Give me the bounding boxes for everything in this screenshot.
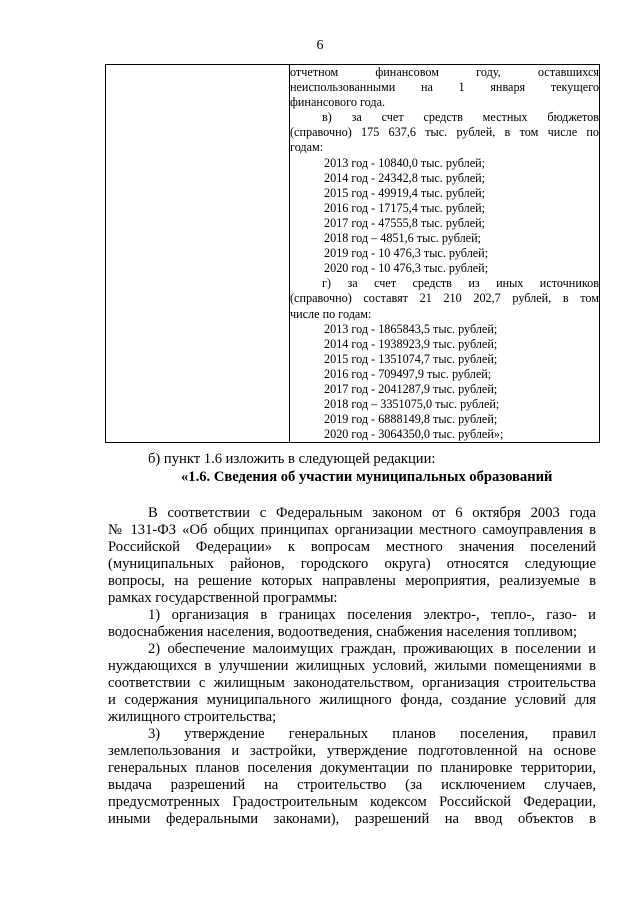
- table-text-line: 2018 год – 3351075,0 тыс. рублей;: [324, 397, 500, 412]
- body-text-line: соответствии с жилищным законодательством, организация строительства: [108, 675, 596, 691]
- table-text-line: 2016 год - 17175,4 тыс. рублей;: [324, 200, 486, 215]
- table-text-line: 2020 год - 10 476,3 тыс. рублей;: [324, 261, 489, 276]
- body-text-line: и содержания муниципального жилищного фонда, создание условий для: [108, 692, 596, 708]
- body-text-line: предусмотренных Градостроительным кодексом Российской Федерации,: [108, 794, 596, 810]
- table-text-line: 2019 год - 6888149,8 тыс. рублей;: [324, 412, 498, 427]
- amendment-block: [108, 451, 596, 486]
- body-text-line: 3) утверждение генеральных планов поселения, правил: [148, 726, 596, 742]
- table-text-line: 2020 год - 3064350,0 тыс. рублей»;: [324, 427, 504, 442]
- table-text-line: неиспользованными на 1 января текущего: [290, 80, 599, 95]
- table-text-line: 2013 год - 1865843,5 тыс. рублей;: [324, 321, 498, 336]
- body-text-line: рамках государственной программы:: [108, 590, 338, 606]
- table-text-line: 2015 год - 1351074,7 тыс. рублей;: [324, 351, 498, 366]
- page-number: 6: [316, 38, 324, 53]
- table-text-line: 2013 год - 10840,0 тыс. рублей;: [324, 155, 486, 170]
- table-text-line: 2014 год - 1938923,9 тыс. рублей;: [324, 336, 498, 351]
- section-heading: «1.6. Сведения об участии муниципальных образований: [181, 469, 553, 485]
- table-text-line: отчетном финансовом году, оставшихся: [290, 65, 599, 79]
- body-text-line: иными федеральными законами), разрешений на ввод объектов в: [108, 811, 596, 827]
- table-text-line: 2019 год - 10 476,3 тыс. рублей;: [324, 246, 489, 261]
- table-text-line: годам:: [290, 140, 324, 155]
- table-text-line: 2014 год - 24342,8 тыс. рублей;: [324, 170, 486, 185]
- body-text-line: нуждающихся в улучшении жилищных условий, жилыми помещениями в: [108, 658, 596, 674]
- table-text-line: 2016 год - 709497,9 тыс. рублей;: [324, 366, 492, 381]
- body-text-line: В соответствии с Федеральным законом от 6 октября 2003 года: [148, 505, 596, 521]
- body-text-line: водоснабжения населения, водоотведения, снабжения населения топливом;: [108, 624, 578, 640]
- body-text-line: № 131-ФЗ «Об общих принципах организации местного самоуправления в: [108, 522, 596, 538]
- body-text-line: (муниципальных районов, городского округа) относятся следующие: [108, 556, 596, 572]
- table-text-line: (справочно) 175 637,6 тыс. рублей, в том числе по: [290, 125, 599, 140]
- table-right-cell: [290, 65, 600, 443]
- table-text-line: числе по годам:: [290, 306, 372, 321]
- table-text-line: г) за счет средств из иных источников: [322, 276, 599, 291]
- body-text-line: 1) организация в границах поселения электро-, тепло-, газо- и: [148, 607, 596, 623]
- funding-text: [290, 65, 599, 442]
- table-text-line: (справочно) составят 21 210 202,7 рублей, в том: [290, 291, 599, 306]
- section-body: [108, 505, 596, 828]
- body-text-line: Российской Федерации» к вопросам местного значения поселений: [108, 539, 596, 555]
- body-text-line: жилищного строительства;: [108, 709, 277, 725]
- funding-table: [105, 64, 600, 443]
- table-text-line: 2018 год – 4851,6 тыс. рублей;: [324, 231, 481, 246]
- table-text-line: финансового года.: [290, 95, 386, 110]
- body-text-line: генеральных планов поселения документации по планировке территории,: [108, 760, 596, 776]
- table-text-line: 2017 год - 2041287,9 тыс. рублей;: [324, 381, 498, 396]
- table-text-line: в) за счет средств местных бюджетов: [322, 110, 599, 125]
- table-text-line: 2017 год - 47555,8 тыс. рублей;: [324, 215, 486, 230]
- body-text-line: выдача разрешений на строительство (за исключением случаев,: [108, 777, 596, 793]
- table-left-cell: [106, 65, 290, 443]
- table-text-line: 2015 год - 49919,4 тыс. рублей;: [324, 185, 486, 200]
- amendment-line: б) пункт 1.6 изложить в следующей редакции:: [148, 451, 436, 467]
- body-text-line: землепользования и застройки, утверждение подготовленной на основе: [108, 743, 596, 759]
- body-text-line: 2) обеспечение малоимущих граждан, проживающих в поселении и: [148, 641, 596, 657]
- body-text-line: вопросы, на решение которых направлены мероприятия, реализуемые в: [108, 573, 596, 589]
